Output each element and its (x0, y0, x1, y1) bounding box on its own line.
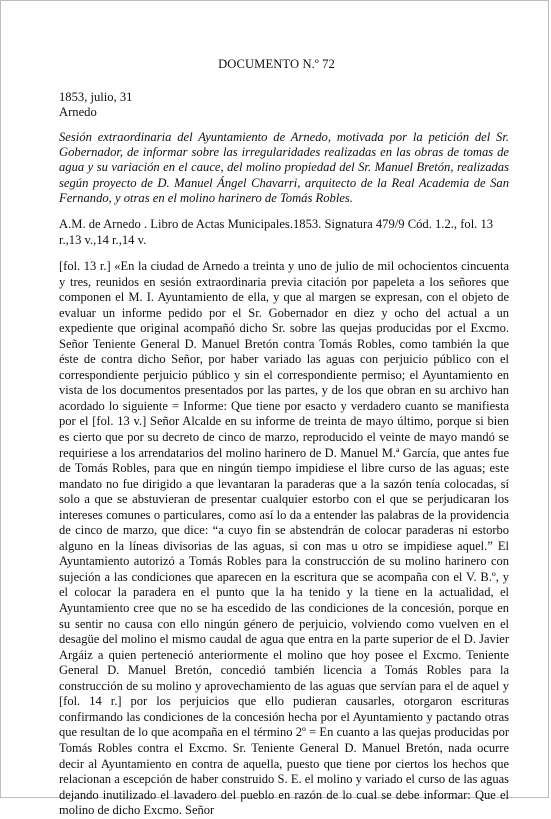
body-paragraph: [fol. 13 r.] «En la ciudad de Arnedo a treinta y uno de julio de mil ochocientos cincuenta y tres, reunidos en sesión extraordinaria previa citación por papeleta a los señores que componen el M. I. Ayuntamiento de ella, y que al margen se expresan, con el objeto de evaluar un informe pedido por el Sr. Gobernador en diez y ocho del actual a un expediente que original acompañó dicho Sr. sobre las quejas producidas por el Excmo. Señor Teniente General D. Manuel Bretón contra Tomás Robles, como también la que éste de contra dicho Señor, por haber variado las aguas con perjuicio público con el correspondiente perjuicio público y sin el correspondiente permiso; el Ayuntamiento en vista de los documentos presentados por las partes, y de los que obran en su archivo han acordado lo siguiente = Informe: Que tiene por esacto y verdadero cuanto se manifiesta por el [fol. 13 v.] Señor Alcalde en su informe de treinta de mayo último, porque si bien es cierto que por su decreto de cinco de marzo, reproducido el veinte de mayo mandó se requiriese a los arrendatarios del molino harinero de D. Manuel M.ª García, que antes fue de Tomás Robles, para que en ningún tiempo impidiese el libre curso de las aguas; este mandato no fue dirigido a que levantaran la paraderas que a la sazón tenía colocadas, sí solo a que se abstuvieran de presentar cualquier estorbo con el que se perjudicaran los intereses comunes o particulares, como así lo da a entender las palabras de la providencia de cinco de marzo, que dice: “a cuyo fin se abstendrán de colocar paraderas ni estorbo alguno en la líneas divisorias de las aguas, si con mas u otro se impidiese aquel.” El Ayuntamiento autorizó a Tomás Robles para la construcción de su molino harinero con sujeción a las condiciones que aparecen en la escritura que se acompaña con el V. B.º, y el colocar la paradera en el punto que la ha tenido y la tiene en la actualidad, el Ayuntamiento cree que no se ha escedido de las condiciones de la concesión, porque en su sentir no causa con ello ningún género de perjuicio, volviendo como vuelven en el desagüe del molino el mismo caudal de agua que entra en la parte superior de el D. Javier Argáiz a quien perteneció anteriormente el molino que hoy posee el Excmo. Teniente General D. Manuel Bretón, concedió también licencia a Tomás Robles para la construcción de su molino y aprovechamiento de las aguas que servían para el de aquel y [fol. 14 r.] por los perjuicios que ello pudieran causarles, otorgaron escrituras confirmando las condiciones de la concesión hecha por el Ayuntamiento y pactando otras que resultan de lo que acompaña en el término 2º = En cuanto a las quejas producidas por Tomás Robles contra el Excmo. Sr. Teniente General D. Manuel Bretón, nada ocurre decir al Ayuntamiento en contra de aquella, puesto que tiene por ciertos los hechos que relacionan a escepción de haber construido S. E. el molino y variado el curso de las aguas dejando inutilizado el lavadero del pueblo en razón de lo cual se debe informar: Que el molino de dicho Excmo. Señor (59, 259, 509, 818)
document-body (59, 259, 509, 819)
document-place: Arnedo (59, 105, 97, 119)
document-summary: Sesión extraordinaria del Ayuntamiento de Arnedo, motivada por la petición del Sr. Gobernador, de informar sobre las irregularidades realizadas en las obras de tomas de agua y su variación en el cauce, del molino propiedad del Sr. Manuel Bretón, realizadas según proyecto de D. Manuel Ángel Chavarri, arquitecto de la Real Academia de San Fernando, y otras en el molino harinero de Tomás Robles. (59, 130, 509, 205)
document-date-place (59, 90, 509, 120)
document-date: 1853, julio, 31 (59, 90, 133, 104)
document-source: A.M. de Arnedo . Libro de Actas Municipales.1853. Signatura 479/9 Cód. 1.2., fol. 13 r.,13 v.,14 r.,14 v. (59, 217, 494, 247)
document-heading: DOCUMENTO N.º 72 (218, 57, 335, 71)
